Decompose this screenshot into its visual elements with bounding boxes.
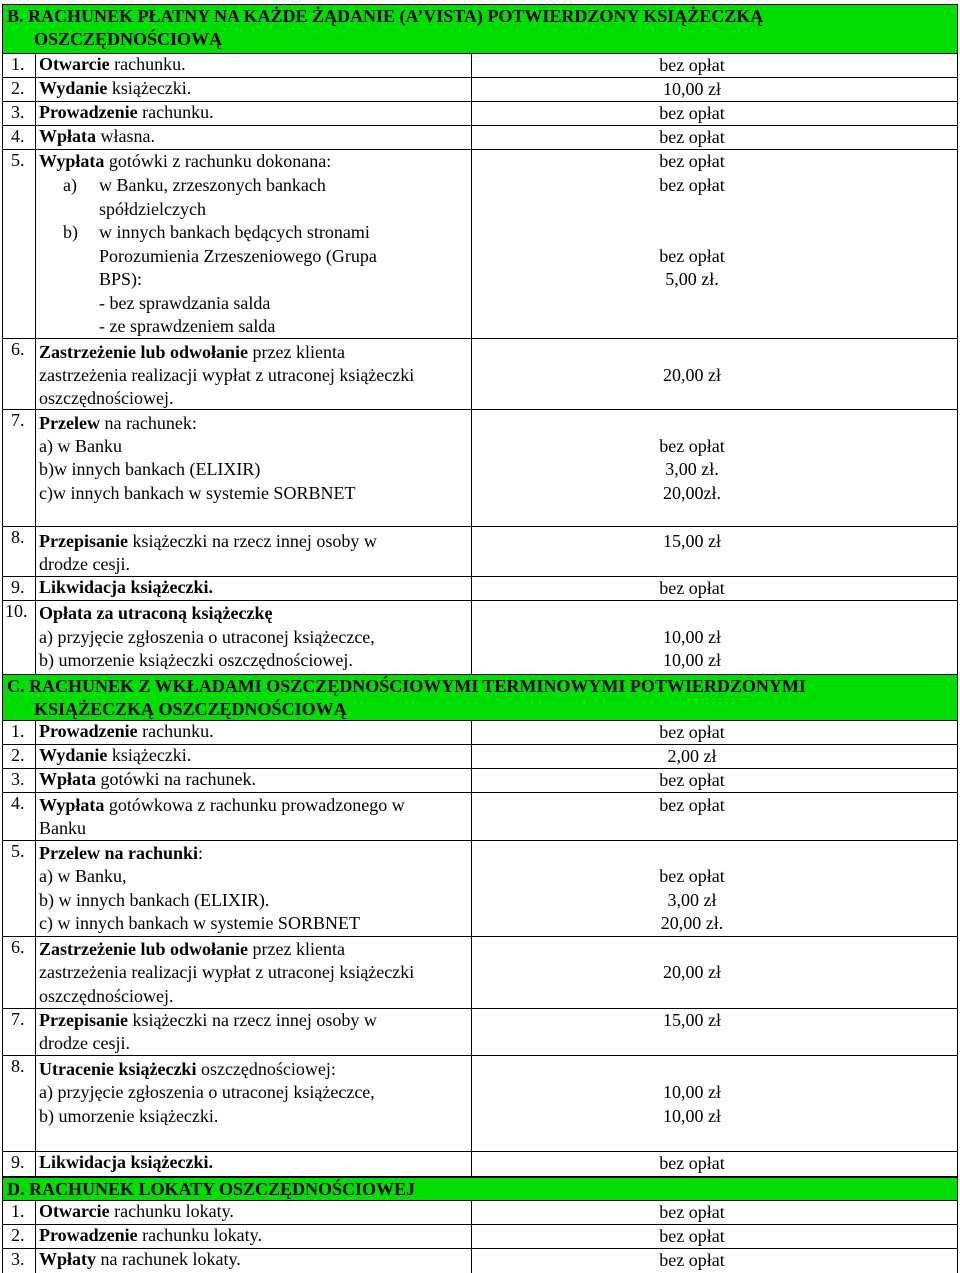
section-c-header (2, 674, 958, 721)
row-text: rachunku. (109, 54, 186, 74)
row-fee (472, 841, 958, 936)
section-c-title-line1: C. RACHUNEK Z WKŁADAMI OSZCZĘDNOŚCIOWYMI TERMINOWYMI POTWIERDZONYMI (7, 676, 806, 696)
row-keyword: Zastrzeżenie lub odwołanie (39, 342, 248, 362)
row-number: 1. (2, 1201, 36, 1224)
row-number: 4. (2, 793, 36, 840)
row-keyword: Likwidacja książeczki. (39, 577, 213, 597)
row-number: 8. (2, 527, 36, 576)
row-text: rachunku. (137, 102, 214, 122)
table-row (2, 1056, 958, 1152)
row-description (36, 1056, 472, 1151)
table-row (2, 1249, 958, 1273)
row-description (36, 1201, 472, 1224)
row-text: w innych bankach będących stronami (99, 222, 370, 242)
row-description (36, 793, 472, 840)
row-fee (472, 1056, 958, 1151)
row-fee (472, 1225, 958, 1248)
row-keyword: Przepisanie (39, 1010, 128, 1030)
row-keyword: Przelew (39, 413, 100, 433)
row-description (36, 410, 472, 526)
fee-value: bez opłat (659, 246, 725, 266)
table-row (2, 78, 958, 102)
row-number: 4. (2, 126, 36, 149)
fee-value: 10,00 zł (663, 1106, 721, 1126)
row-text: gotówki z rachunku dokonana: (104, 151, 332, 171)
row-keyword: Zastrzeżenie lub odwołanie (39, 939, 248, 959)
row-number: 6. (2, 339, 36, 409)
table-row (2, 1201, 958, 1225)
row-description (36, 601, 472, 674)
row-fee (472, 54, 958, 77)
row-keyword: Wydanie (39, 745, 108, 765)
row-text: - bez sprawdzania salda (99, 293, 271, 313)
row-keyword: Wydanie (39, 78, 108, 98)
row-text: na rachunek lokaty. (96, 1249, 241, 1269)
fee-value: 10,00 zł (663, 650, 721, 670)
row-number: 5. (2, 150, 36, 338)
table-row (2, 102, 958, 126)
table-row (2, 841, 958, 937)
row-description (36, 126, 472, 149)
row-keyword: Otwarcie (39, 54, 110, 74)
row-text: b)w innych bankach (ELIXIR) (39, 459, 261, 479)
table-row (2, 793, 958, 841)
row-description (36, 1152, 472, 1176)
table-row (2, 1225, 958, 1249)
fee-value: bez opłat (659, 1153, 725, 1173)
fee-value: 10,00 zł (663, 1082, 721, 1102)
fee-value: bez opłat (659, 1202, 725, 1222)
row-text: a) przyjęcie zgłoszenia o utraconej książeczce, (39, 1082, 375, 1102)
fee-value: bez opłat (659, 55, 725, 75)
row-text: spółdzielczych (99, 199, 206, 219)
fee-value: 2,00 zł (667, 746, 717, 766)
row-description (36, 150, 472, 338)
row-keyword: Prowadzenie (39, 1225, 138, 1245)
row-description (36, 1249, 472, 1273)
fee-value: 20,00 zł (663, 962, 721, 982)
row-fee (472, 102, 958, 125)
row-text: przez klienta (248, 939, 345, 959)
row-fee (472, 78, 958, 101)
row-fee (472, 577, 958, 600)
fee-value: 5,00 zł. (665, 269, 719, 289)
row-text: Porozumienia Zrzeszeniowego (Grupa (99, 246, 377, 266)
section-b-title-line2: OSZCZĘDNOŚCIOWĄ (34, 29, 223, 49)
row-description (36, 54, 472, 77)
row-text: oszczędnościowej. (39, 986, 174, 1006)
row-description (36, 527, 472, 576)
row-keyword: Wpłaty (39, 1249, 97, 1269)
row-text: własna. (96, 126, 155, 146)
row-text: oszczędnościowej. (39, 388, 174, 408)
row-text: rachunku. (137, 721, 214, 741)
fee-value: bez opłat (659, 175, 725, 195)
row-fee (472, 745, 958, 768)
row-number: 3. (2, 102, 36, 125)
row-text: b) umorzenie książeczki. (39, 1106, 219, 1126)
row-keyword: Wpłata (39, 126, 97, 146)
row-number: 8. (2, 1056, 36, 1151)
row-number: 9. (2, 577, 36, 600)
row-text: książeczki na rzecz innej osoby w (127, 1010, 377, 1030)
row-keyword: Przelew na rachunki (39, 843, 198, 863)
row-text: a) przyjęcie zgłoszenia o utraconej książeczce, (39, 627, 375, 647)
row-number: 1. (2, 54, 36, 77)
row-fee (472, 937, 958, 1008)
row-number: 2. (2, 745, 36, 768)
fee-value: 10,00 zł (663, 627, 721, 647)
row-description (36, 721, 472, 744)
row-fee (472, 1249, 958, 1273)
section-d-title-line1: D. RACHUNEK LOKATY OSZCZĘDNOŚCIOWEJ (7, 1179, 416, 1199)
row-keyword: Prowadzenie (39, 721, 138, 741)
fee-value: 20,00 zł (663, 365, 721, 385)
row-text: b) umorzenie książeczki oszczędnościowej. (39, 650, 353, 670)
fee-value: bez opłat (659, 722, 725, 742)
fee-value: 10,00 zł (663, 79, 721, 99)
row-fee (472, 1009, 958, 1055)
row-description (36, 841, 472, 936)
fee-value: bez opłat (659, 151, 725, 171)
row-description (36, 1009, 472, 1055)
table-row (2, 1009, 958, 1056)
row-keyword: Wypłata (39, 795, 105, 815)
row-text: : (198, 843, 204, 863)
row-keyword: Przepisanie (39, 531, 128, 551)
row-keyword: Likwidacja książeczki. (39, 1152, 213, 1172)
row-description (36, 1225, 472, 1248)
fee-value: 20,00zł. (663, 483, 721, 503)
row-description (36, 339, 472, 409)
row-number: 5. (2, 841, 36, 936)
table-row (2, 527, 958, 577)
row-description (36, 769, 472, 792)
row-text: w Banku, zrzeszonych bankach (99, 175, 326, 195)
table-row (2, 126, 958, 150)
row-description (36, 745, 472, 768)
table-row (2, 410, 958, 527)
fee-value: bez opłat (659, 770, 725, 790)
table-row (2, 937, 958, 1009)
fee-value: 3,00 zł (667, 890, 717, 910)
row-number: 10. (2, 601, 36, 674)
row-text: rachunku lokaty. (109, 1201, 234, 1221)
table-row (2, 339, 958, 410)
fee-value: bez opłat (659, 866, 725, 886)
row-text: na rachunek: (99, 413, 197, 433)
row-text: drodze cesji. (39, 1033, 130, 1053)
section-b-title-line1: B. RACHUNEK PŁATNY NA KAŻDE ŻĄDANIE (A’VISTA) POTWIERDZONY KSIĄŻECZKĄ (7, 6, 764, 26)
row-fee (472, 339, 958, 409)
row-text: gotówki na rachunek. (96, 769, 256, 789)
fee-value: bez opłat (659, 795, 725, 815)
fee-value: 15,00 zł (663, 531, 721, 551)
fee-value: bez opłat (659, 103, 725, 123)
row-fee (472, 1201, 958, 1224)
section-d-header (2, 1177, 958, 1201)
fee-value: 3,00 zł. (665, 459, 719, 479)
fee-value: bez opłat (659, 578, 725, 598)
table-row (2, 745, 958, 769)
row-text: drodze cesji. (39, 554, 130, 574)
row-text: - ze sprawdzeniem salda (99, 316, 276, 336)
section-c-title-line2: KSIĄŻECZKĄ OSZCZĘDNOŚCIOWĄ (34, 699, 347, 719)
row-description (36, 102, 472, 125)
row-text: książeczki. (107, 745, 192, 765)
row-keyword: Wypłata (39, 151, 105, 171)
fee-value: bez opłat (659, 1226, 725, 1246)
row-text: zastrzeżenia realizacji wypłat z utraconej książeczki (39, 365, 415, 385)
table-row (2, 577, 958, 601)
row-fee (472, 527, 958, 576)
row-text: zastrzeżenia realizacji wypłat z utraconej książeczki (39, 962, 415, 982)
row-keyword: Wpłata (39, 769, 97, 789)
row-keyword: Prowadzenie (39, 102, 138, 122)
fee-value: bez opłat (659, 436, 725, 456)
row-number: 3. (2, 1249, 36, 1273)
row-fee (472, 410, 958, 526)
fee-value: 20,00 zł. (660, 913, 724, 933)
row-fee (472, 1152, 958, 1176)
row-fee (472, 601, 958, 674)
row-number: 2. (2, 78, 36, 101)
row-description (36, 577, 472, 600)
row-text: oszczędnościowej: (196, 1059, 336, 1079)
row-text: książeczki na rzecz innej osoby w (127, 531, 377, 551)
row-fee (472, 150, 958, 338)
table-row (2, 1152, 958, 1177)
table-row (2, 721, 958, 745)
row-number: 6. (2, 937, 36, 1008)
row-text: b) w innych bankach (ELIXIR). (39, 890, 270, 910)
row-text: rachunku lokaty. (137, 1225, 262, 1245)
row-keyword: Opłata za utraconą książeczkę (39, 603, 273, 623)
row-text: a) w Banku, (39, 866, 127, 886)
row-text: BPS): (99, 269, 143, 289)
row-fee (472, 793, 958, 840)
table-row (2, 769, 958, 793)
row-keyword: Utracenie książeczki (39, 1059, 197, 1079)
row-number: 3. (2, 769, 36, 792)
row-description (36, 78, 472, 101)
row-description (36, 937, 472, 1008)
row-number: 1. (2, 721, 36, 744)
row-number: 7. (2, 1009, 36, 1055)
row-text: c) w innych bankach w systemie SORBNET (39, 913, 360, 933)
row-text: gotówkowa z rachunku prowadzonego w (104, 795, 405, 815)
row-number: 2. (2, 1225, 36, 1248)
row-text: c)w innych bankach w systemie SORBNET (39, 483, 356, 503)
row-fee (472, 126, 958, 149)
row-fee (472, 721, 958, 744)
list-marker: b) (63, 222, 78, 242)
row-fee (472, 769, 958, 792)
row-number: 9. (2, 1152, 36, 1176)
table-row (2, 601, 958, 675)
section-b-header (2, 4, 958, 54)
row-text: a) w Banku (39, 436, 122, 456)
list-marker: a) (63, 175, 77, 195)
table-row (2, 54, 958, 78)
row-keyword: Otwarcie (39, 1201, 110, 1221)
fee-value: bez opłat (659, 127, 725, 147)
fee-value: 15,00 zł (663, 1010, 721, 1030)
row-text: Banku (39, 818, 86, 838)
row-text: przez klienta (248, 342, 345, 362)
row-text: książeczki. (107, 78, 192, 98)
fee-value: bez opłat (659, 1250, 725, 1270)
table-row (2, 150, 958, 339)
row-number: 7. (2, 410, 36, 526)
